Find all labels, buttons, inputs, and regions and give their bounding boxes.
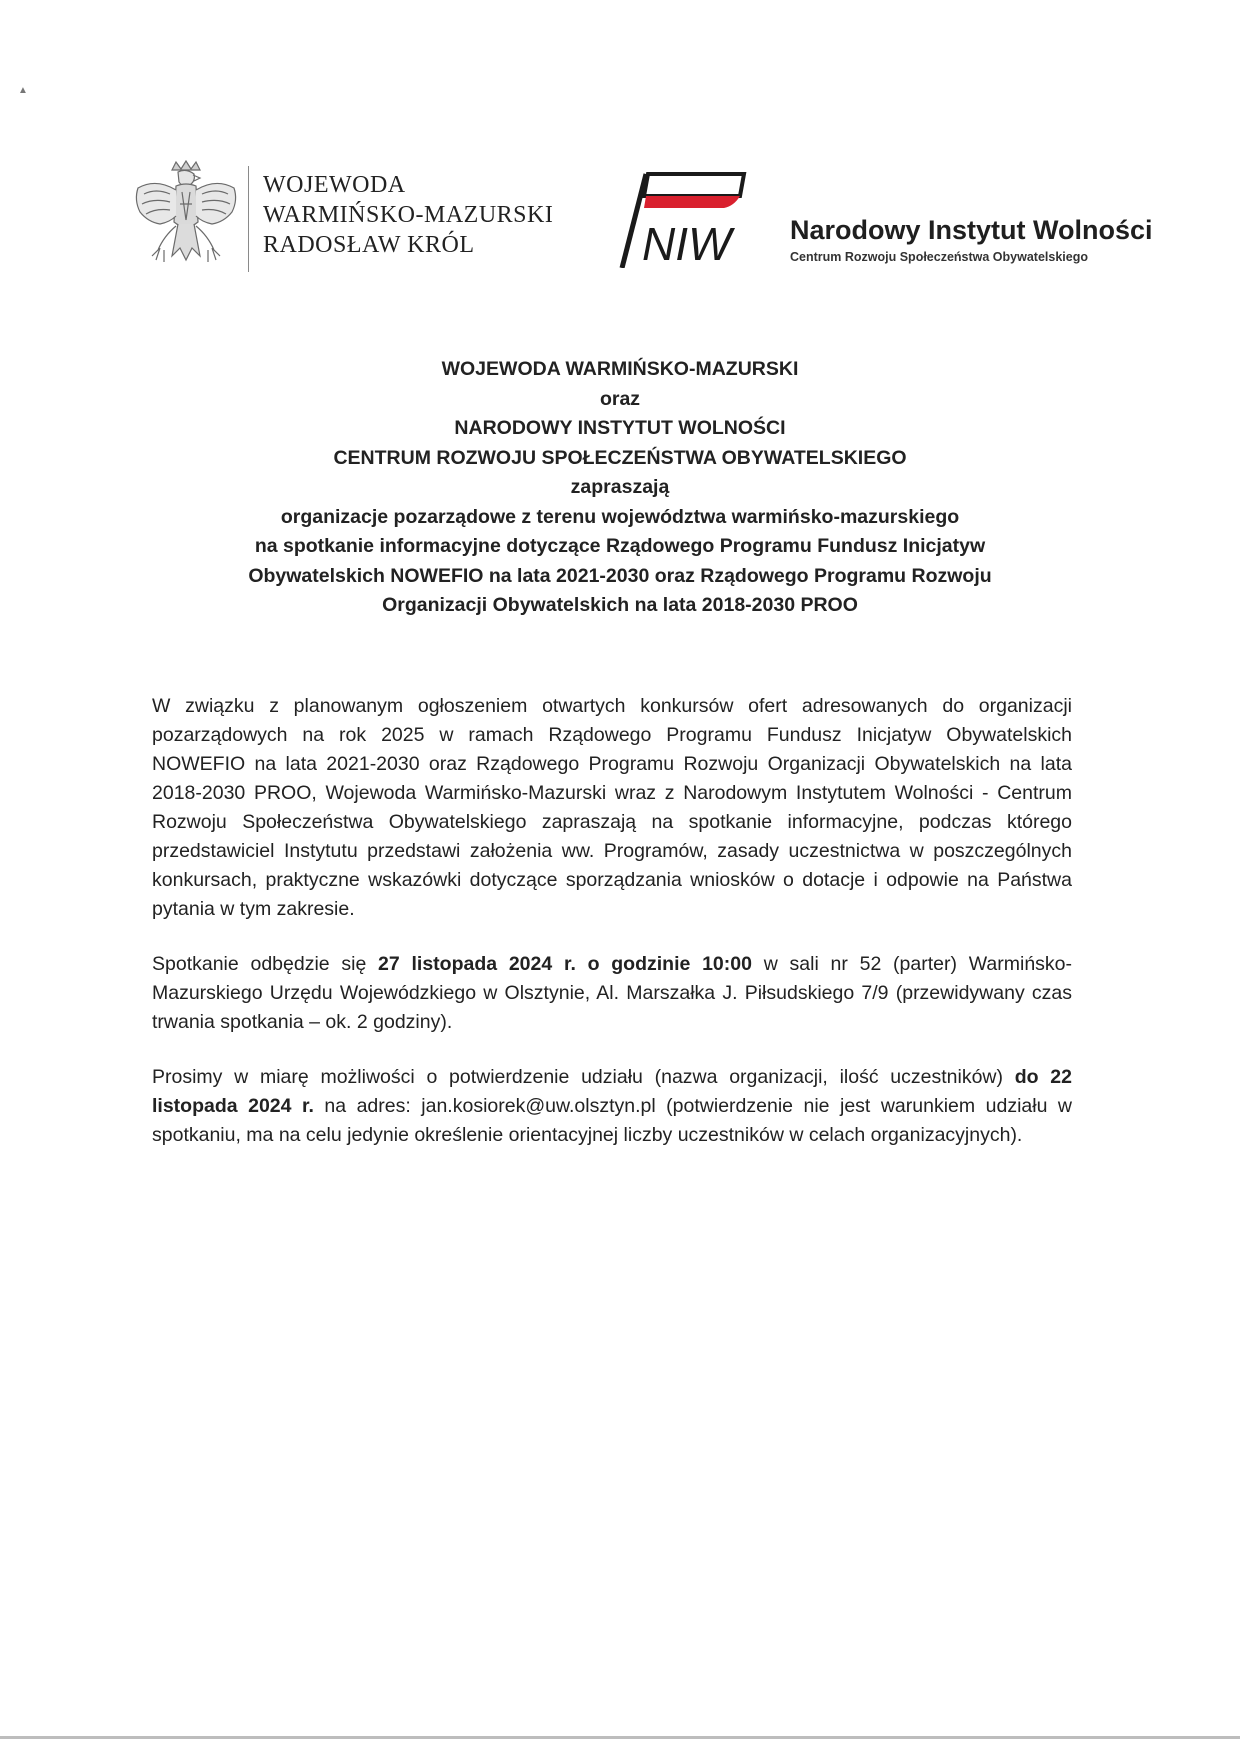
voivode-title xyxy=(263,170,553,260)
voivode-line: WOJEWODA xyxy=(263,172,406,198)
paragraph-intro: W związku z planowanym ogłoszeniem otwartych konkursów ofert adresowanych do organizacji pozarządowych na rok 2025 w ramach Rządowego Programu Fundusz Inicjatyw Obywatelskich NOWEFIO na lata 2021-2030 oraz Rządowego Programu Rozwoju Organizacji Obywatelskich na lata 2018-2030 PROO, Wojewoda Warmińsko-Mazurski wraz z Narodowym Instytutem Wolności - Centrum Rozwoju Społeczeństwa Obywatelskiego zapraszają na spotkanie informacyjne, podczas którego przedstawiciel Instytutu przedstawi założenia ww. Programów, zasady uczestnictwa w poszczególnych konkursach, praktyczne wskazówki dotyczące sporządzania wniosków o dotacje i odpowie na Państwa pytania w tym zakresie. xyxy=(152,695,1072,920)
page-bottom-edge xyxy=(0,1736,1240,1739)
confirmation-lead: Prosimy w miarę możliwości o potwierdzenie udziału (nazwa organizacji, ilość uczestników) xyxy=(152,1066,1015,1088)
title-line: oraz xyxy=(599,387,641,410)
title-line: NARODOWY INSTYTUT WOLNOŚCI xyxy=(454,417,786,439)
scan-artifact: ▲ xyxy=(18,85,28,96)
title-line: zapraszają xyxy=(570,476,670,498)
title-line: Organizacji Obywatelskich na lata 2018-2030 PROO xyxy=(382,594,858,616)
meeting-lead: Spotkanie odbędzie się xyxy=(152,953,379,975)
paragraph-confirmation xyxy=(152,1063,1072,1150)
title-line: organizacje pozarządowe z terenu województwa warmińsko-mazurskiego xyxy=(280,505,960,528)
voivode-line: RADOSŁAW KRÓL xyxy=(263,232,475,258)
title-line: WOJEWODA WARMIŃSKO-MAZURSKI xyxy=(441,358,799,380)
confirmation-details: na adres: jan.kosiorek@uw.olsztyn.pl (potwierdzenie nie jest warunkiem udziału w spotkaniu, ma na celu jedynie określenie orientacyjnej liczby uczestników w celach organizacyjnych). xyxy=(152,1095,1072,1146)
letterhead-divider xyxy=(248,166,249,272)
invitation-title xyxy=(150,355,1090,621)
meeting-date: 27 listopada 2024 r. o godzinie 10:00 xyxy=(378,953,752,975)
niw-name: Narodowy Instytut Wolności xyxy=(790,215,1153,245)
title-line: Obywatelskich NOWEFIO na lata 2021-2030 oraz Rządowego Programu Rozwoju xyxy=(248,564,992,587)
confirmation-deadline: do 22 listopada 2024 r. xyxy=(152,1066,1072,1117)
niw-logo-text: NIW xyxy=(642,218,732,268)
title-line: na spotkanie informacyjne dotyczące Rządowego Programu Fundusz Inicjatyw xyxy=(254,535,986,557)
letterhead xyxy=(130,160,1160,280)
letter-body xyxy=(152,692,1072,1176)
niw-subtitle: Centrum Rozwoju Społeczeństwa Obywatelskiego xyxy=(790,250,1088,264)
paragraph-meeting-details xyxy=(152,950,1072,1037)
voivode-line: WARMIŃSKO-MAZURSKI xyxy=(263,202,554,228)
polish-eagle-emblem-icon xyxy=(130,160,242,278)
meeting-location: w sali nr 52 (parter) Warmińsko-Mazurskiego Urzędu Wojewódzkiego w Olsztynie, Al. Marszałka J. Piłsudskiego 7/9 (przewidywany czas trwania spotkania – ok. 2 godziny). xyxy=(152,953,1072,1033)
title-line: CENTRUM ROZWOJU SPOŁECZEŃSTWA OBYWATELSKIEGO xyxy=(333,446,907,469)
niw-logo-icon xyxy=(616,168,756,268)
